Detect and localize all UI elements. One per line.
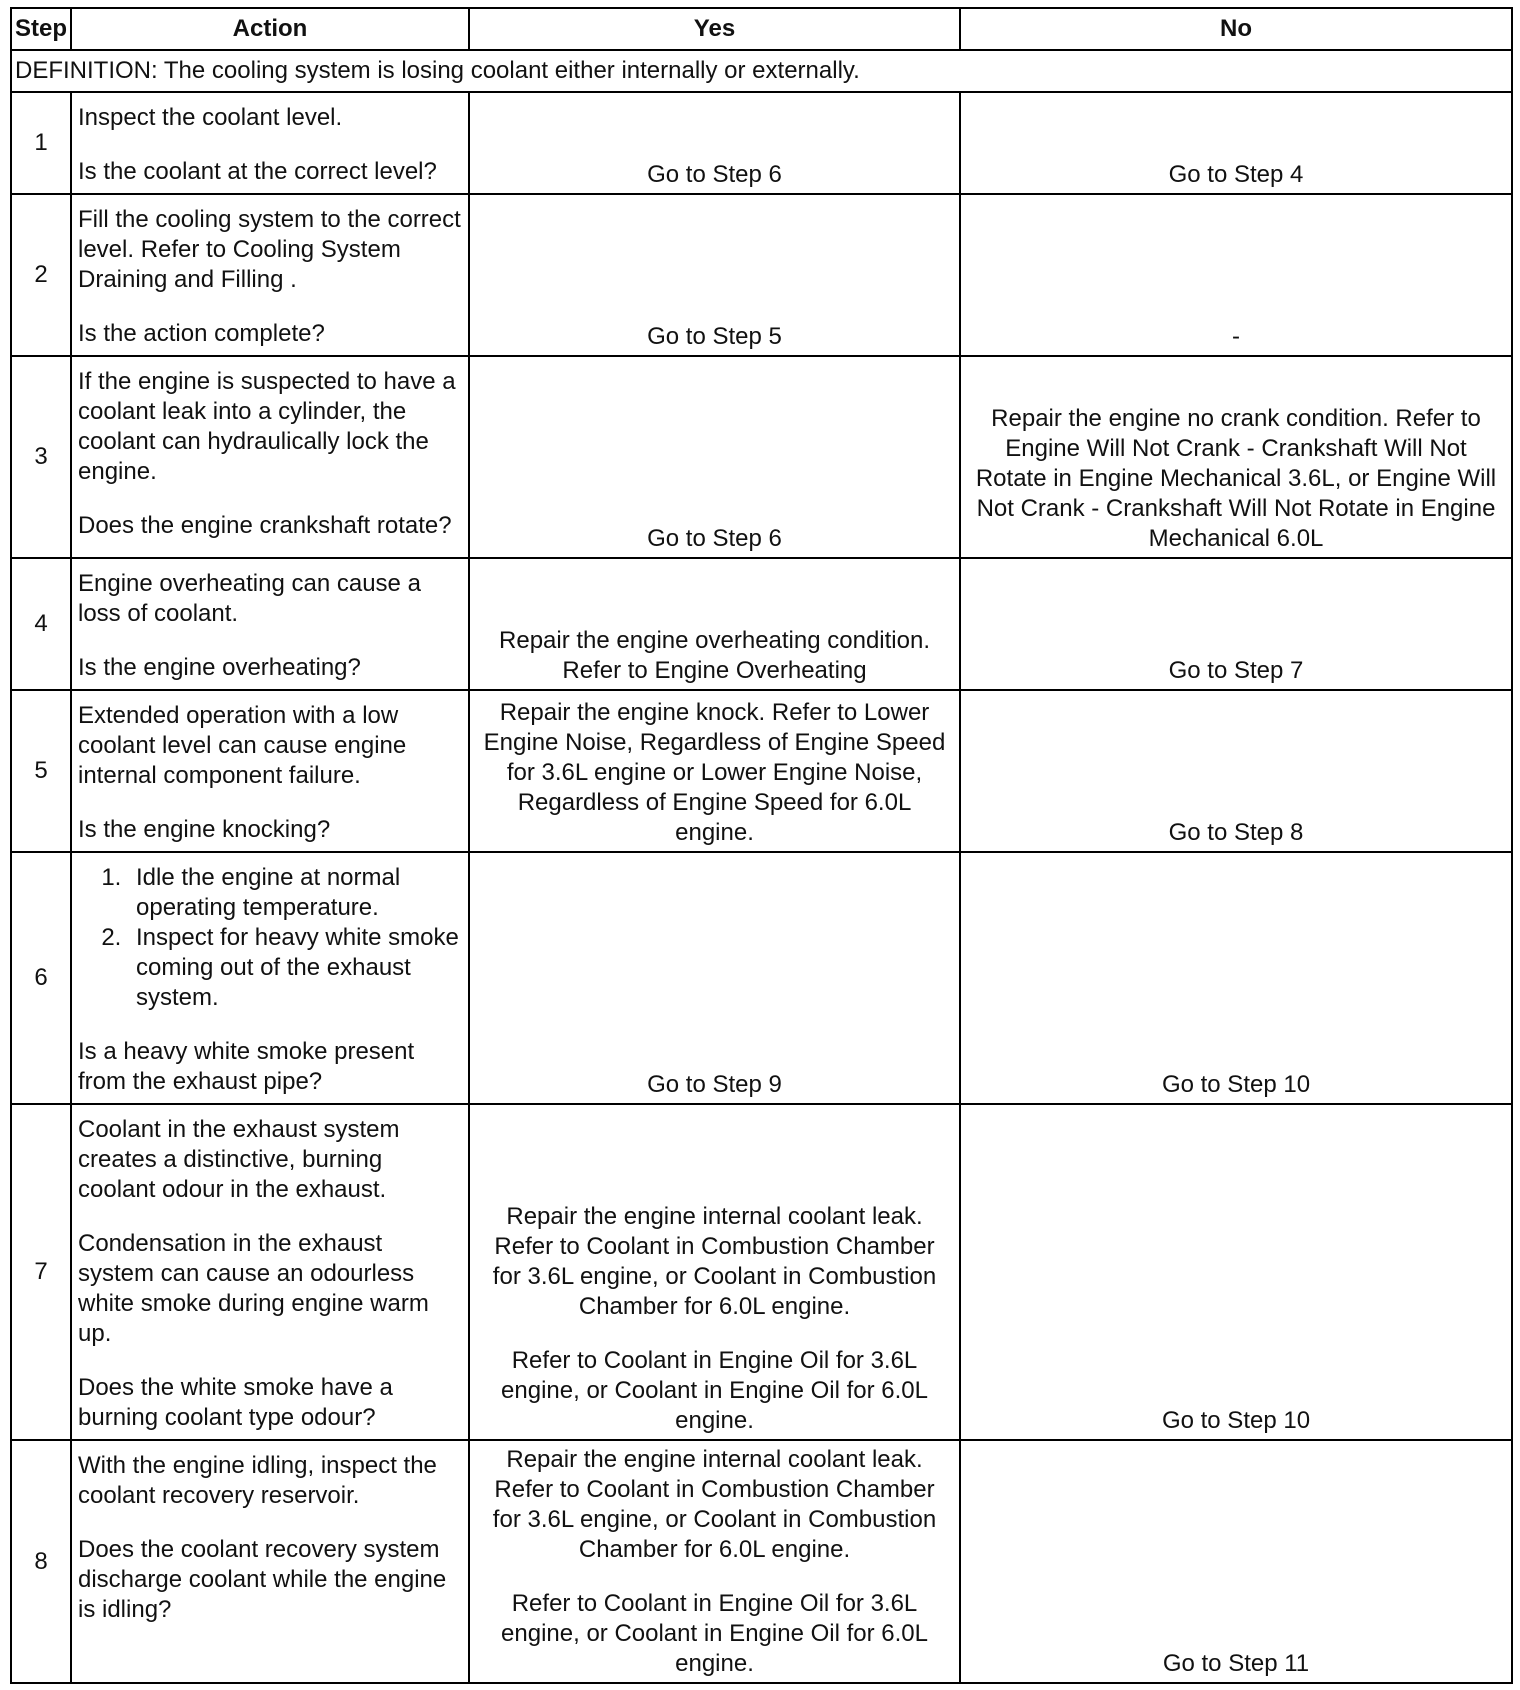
no-cell (960, 690, 1512, 852)
action-text: Inspect the coolant level. (78, 104, 343, 131)
action-cell (71, 356, 469, 558)
step-number: 8 (11, 1440, 71, 1683)
no-text: Go to Step 4 (1168, 161, 1304, 188)
no-text: - (1232, 323, 1240, 350)
table-row (11, 1104, 1512, 1440)
yes-text: Go to Step 6 (647, 525, 782, 552)
yes-text: Repair the engine internal coolant leak. Refer to Coolant in Combustion Chamber for 3.6L engine, or Coolant in Combustion Chamber for 6.0L engine. (492, 1446, 937, 1563)
step-number: 7 (11, 1104, 71, 1440)
action-steps-list (78, 863, 462, 1013)
action-step-item: 1. Idle the engine at normal operating temperature. (128, 863, 462, 923)
header-no: No (960, 8, 1512, 50)
no-cell (960, 194, 1512, 356)
action-cell (71, 690, 469, 852)
yes-cell (469, 852, 960, 1104)
yes-text: Refer to Coolant in Engine Oil for 3.6L engine, or Coolant in Engine Oil for 6.0L engine. (501, 1590, 928, 1677)
no-text: Go to Step 11 (1162, 1650, 1310, 1677)
action-text: Fill the cooling system to the correct level. Refer to Cooling System Draining and Filling . (78, 206, 461, 293)
no-cell (960, 92, 1512, 194)
action-text: Coolant in the exhaust system creates a distinctive, burning coolant odour in the exhaust. (78, 1116, 400, 1203)
step-number: 6 (11, 852, 71, 1104)
no-cell (960, 1440, 1512, 1683)
table-row (11, 194, 1512, 356)
table-row (11, 852, 1512, 1104)
action-text: Does the coolant recovery system discharge coolant while the engine is idling? (78, 1536, 447, 1623)
action-step-item: 2. Inspect for heavy white smoke coming out of the exhaust system. (128, 923, 462, 1013)
action-cell (71, 558, 469, 690)
no-cell (960, 356, 1512, 558)
table-row (11, 92, 1512, 194)
no-text: Repair the engine no crank condition. Refer to Engine Will Not Crank - Crankshaft Will Not Rotate in Engine Mechanical 3.6L, or Engine Will Not Crank - Crankshaft Will Not Rotate in Engine Mechanical 6.0L (975, 405, 1497, 552)
header-step: Step (11, 8, 71, 50)
action-text: Is the engine knocking? (78, 816, 331, 843)
action-text: With the engine idling, inspect the coolant recovery reservoir. (78, 1452, 437, 1509)
step-number: 1 (11, 92, 71, 194)
step-number: 4 (11, 558, 71, 690)
action-cell (71, 92, 469, 194)
action-cell (71, 1104, 469, 1440)
table-row (11, 558, 1512, 690)
action-cell (71, 194, 469, 356)
action-text: Does the white smoke have a burning coolant type odour? (78, 1374, 393, 1431)
yes-text: Go to Step 9 (647, 1071, 782, 1098)
header-action: Action (71, 8, 469, 50)
action-text: Is the action complete? (78, 320, 325, 347)
step-number: 2 (11, 194, 71, 356)
action-text: Engine overheating can cause a loss of coolant. (78, 570, 421, 627)
no-text: Go to Step 7 (1168, 657, 1304, 684)
table-row (11, 690, 1512, 852)
yes-cell (469, 92, 960, 194)
action-cell (71, 852, 469, 1104)
yes-cell (469, 690, 960, 852)
yes-text: Repair the engine knock. Refer to Lower Engine Noise, Regardless of Engine Speed for 3.6L engine or Lower Engine Noise, Regardless of Engine Speed for 6.0L engine. (483, 699, 946, 846)
no-text: Go to Step 8 (1168, 819, 1304, 846)
action-text: Is a heavy white smoke present from the exhaust pipe? (78, 1038, 415, 1095)
yes-cell (469, 1104, 960, 1440)
yes-text: Go to Step 5 (647, 323, 782, 350)
header-row (11, 8, 1512, 50)
header-yes: Yes (469, 8, 960, 50)
yes-cell (469, 558, 960, 690)
yes-cell (469, 194, 960, 356)
yes-cell (469, 356, 960, 558)
step-number: 5 (11, 690, 71, 852)
action-text: If the engine is suspected to have a coolant leak into a cylinder, the coolant can hydraulically lock the engine. (78, 368, 456, 485)
diagnostic-table (10, 7, 1513, 1684)
yes-text: Go to Step 6 (647, 161, 782, 188)
table-body (11, 50, 1512, 1683)
action-text: Does the engine crankshaft rotate? (78, 512, 452, 539)
action-text: Is the coolant at the correct level? (78, 158, 437, 185)
action-text: Extended operation with a low coolant level can cause engine internal component failure. (78, 702, 407, 789)
yes-cell (469, 1440, 960, 1683)
no-text: Go to Step 10 (1161, 1407, 1311, 1434)
no-cell (960, 852, 1512, 1104)
definition-row (11, 50, 1512, 92)
table-row (11, 1440, 1512, 1683)
yes-text: Repair the engine internal coolant leak. Refer to Coolant in Combustion Chamber for 3.6L engine, or Coolant in Combustion Chamber for 6.0L engine. (492, 1203, 937, 1320)
definition-text: DEFINITION: The cooling system is losing coolant either internally or externally. (11, 50, 1512, 92)
action-text: Condensation in the exhaust system can cause an odourless white smoke during engine warm up. (78, 1230, 429, 1347)
table-row (11, 356, 1512, 558)
no-text: Go to Step 10 (1161, 1071, 1311, 1098)
no-cell (960, 1104, 1512, 1440)
step-number: 3 (11, 356, 71, 558)
yes-text: Refer to Coolant in Engine Oil for 3.6L engine, or Coolant in Engine Oil for 6.0L engine. (501, 1347, 928, 1434)
no-cell (960, 558, 1512, 690)
yes-text: Repair the engine overheating condition. Refer to Engine Overheating (499, 627, 930, 684)
action-cell (71, 1440, 469, 1683)
action-text: Is the engine overheating? (78, 654, 361, 681)
